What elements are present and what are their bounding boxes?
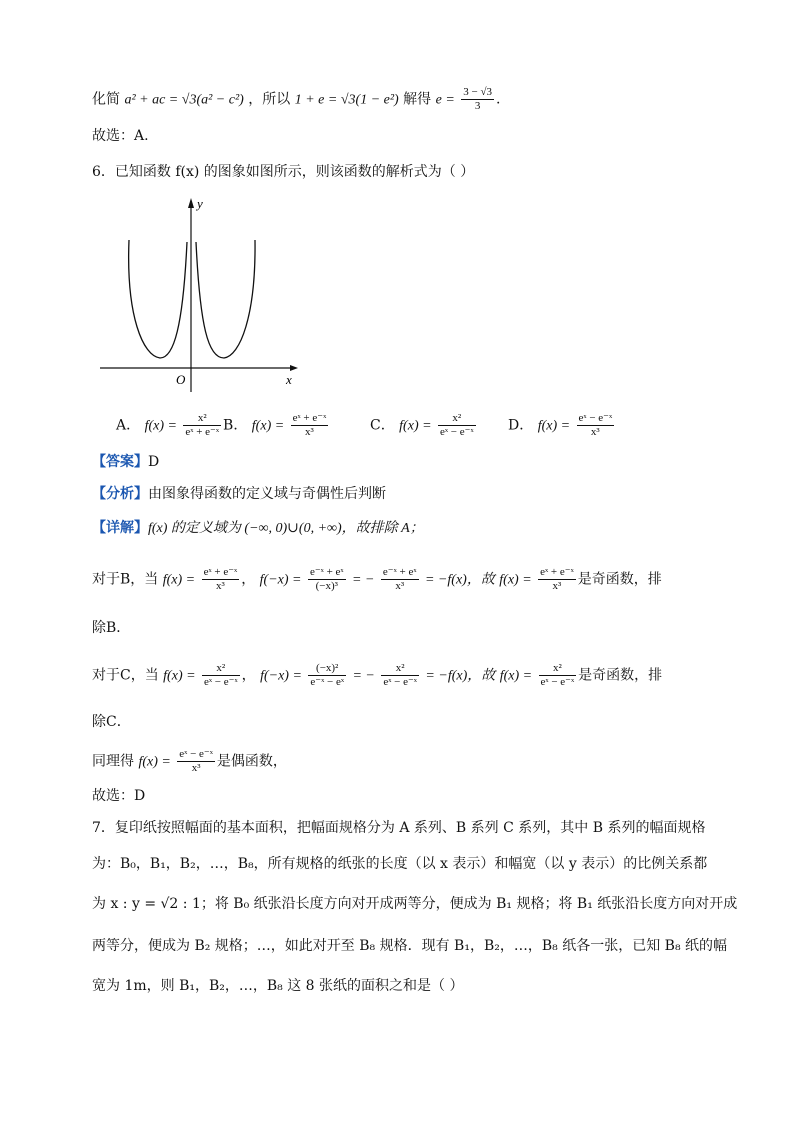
right-curve: [196, 240, 255, 358]
e-equals: e =: [435, 92, 455, 108]
left-curve: [129, 240, 187, 358]
detail-b-wrap: 除B．: [92, 620, 131, 636]
y-axis-label: y: [197, 196, 203, 211]
solution-choice-a: 故选：A.: [92, 128, 149, 144]
question-7-line-1: 7．复印纸按照幅面的基本面积，把幅面规格分为 A 系列、B 系列 C 系列，其中 B 系列的幅面规格: [92, 820, 706, 836]
solution-line-1: 化简 a² + ac = √3(a² − c²) ，所以 1 + e = √3(1 − e²) 解得 e = $\frac{3 - √3}{3}$ .: [92, 86, 501, 112]
text-solve: 解得: [403, 91, 432, 108]
detail-b-line: 对于B，当 f(x) = $\frac{\text{eˣ + e⁻ˣ}}{\text{x³}}$ ， f(−x) = $\frac{\text{e⁻ˣ + eˣ}}{\text{(−x)³}}$ = − $\frac{\text{e⁻ˣ + eˣ}}{\text{x³}}$ = −f(x)，故 f(x) = $\frac{\text{eˣ + e⁻ˣ}}{\text{x³}}$ 是奇函数，排: [92, 566, 662, 592]
y-axis-arrow: [188, 198, 194, 208]
detail-d-line: 同理得 f(x) = $\frac{\text{eˣ − e⁻ˣ}}{\text{x³}}$ 是偶函数，: [92, 748, 287, 774]
detail-final: 故选：D: [92, 788, 146, 804]
question-7-line-2: 为：B₀，B₁，B₂，…，B₈，所有规格的纸张的长度（以 x 表示）和幅宽（以 y 表示）的比例关系都: [92, 856, 708, 872]
analysis-line: 【分析】由图象得函数的定义域与奇偶性后判断: [92, 486, 386, 502]
analysis-tag: 【分析】: [92, 486, 148, 502]
x-axis-arrow: [290, 365, 298, 371]
e-fraction: $\frac{3 - √3}{3}$: [463, 86, 492, 112]
question-7-line-3: 为 x : y = √2 : 1；将 B₀ 纸张沿长度方向对开成两等分，便成为 B₁ 规格；将 B₁ 纸张沿长度方向对开成: [92, 896, 738, 912]
answer-line: [92, 452, 159, 472]
detail-c-line: 对于C，当 f(x) = $\frac{\text{x²}}{\text{eˣ − e⁻ˣ}}$ ， f(−x) = $\frac{\text{(−x)²}}{\text{e⁻ˣ − eˣ}}$ = − $\frac{\text{x²}}{\text{eˣ − e⁻ˣ}}$ = −f(x)，故 f(x) = $\frac{\text{x²}}{\text{eˣ − e⁻ˣ}}$ 是奇函数，排: [92, 662, 663, 688]
x-axis-label: x: [286, 372, 292, 387]
text-so: ，所以: [248, 91, 291, 108]
question-7-line-5: 宽为 1m，则 B₁，B₂，…，B₈ 这 8 张纸的面积之和是（ ）: [92, 978, 464, 994]
detail-c-wrap: 除C．: [92, 714, 131, 730]
question-7-line-4: 两等分，便成为 B₂ 规格；…，如此对开至 B₈ 规格．现有 B₁，B₂，…，B₈ 纸各一张，已知 B₈ 纸的幅: [92, 938, 728, 954]
equation-a-c: a² + ac = √3(a² − c²): [124, 92, 244, 108]
answer-tag: 【答案】: [92, 454, 148, 470]
origin-label: O: [176, 372, 186, 387]
detail-tag: 【详解】: [92, 520, 148, 536]
option-a: A． f(x) = $\frac{\text{x²}}{\text{eˣ + e⁻ˣ}}$ B． f(x) = $\frac{\text{eˣ + e⁻ˣ}}{\text{x³}}$: [116, 412, 327, 438]
equation-e: 1 + e = √3(1 − e²): [294, 92, 399, 108]
text-simplify: 化简: [92, 91, 120, 108]
question-6: 6．已知函数 f(x) 的图象如图所示，则该函数的解析式为（ ）: [92, 164, 475, 180]
option-d: D． f(x) = $\frac{\text{eˣ − e⁻ˣ}}{\text{x³}}$: [508, 412, 613, 438]
function-graph: [98, 196, 308, 396]
answer-value: D: [148, 454, 160, 470]
detail-line-1: 【详解】f(x) 的定义域为 (−∞, 0)∪(0, +∞)，故排除 A；: [92, 520, 424, 536]
option-c: C． f(x) = $\frac{\text{x²}}{\text{eˣ − e⁻ˣ}}$: [370, 412, 474, 438]
option-b: $\frac{\text{eˣ + e⁻ˣ}}{\text{x³}}$: [292, 412, 327, 438]
